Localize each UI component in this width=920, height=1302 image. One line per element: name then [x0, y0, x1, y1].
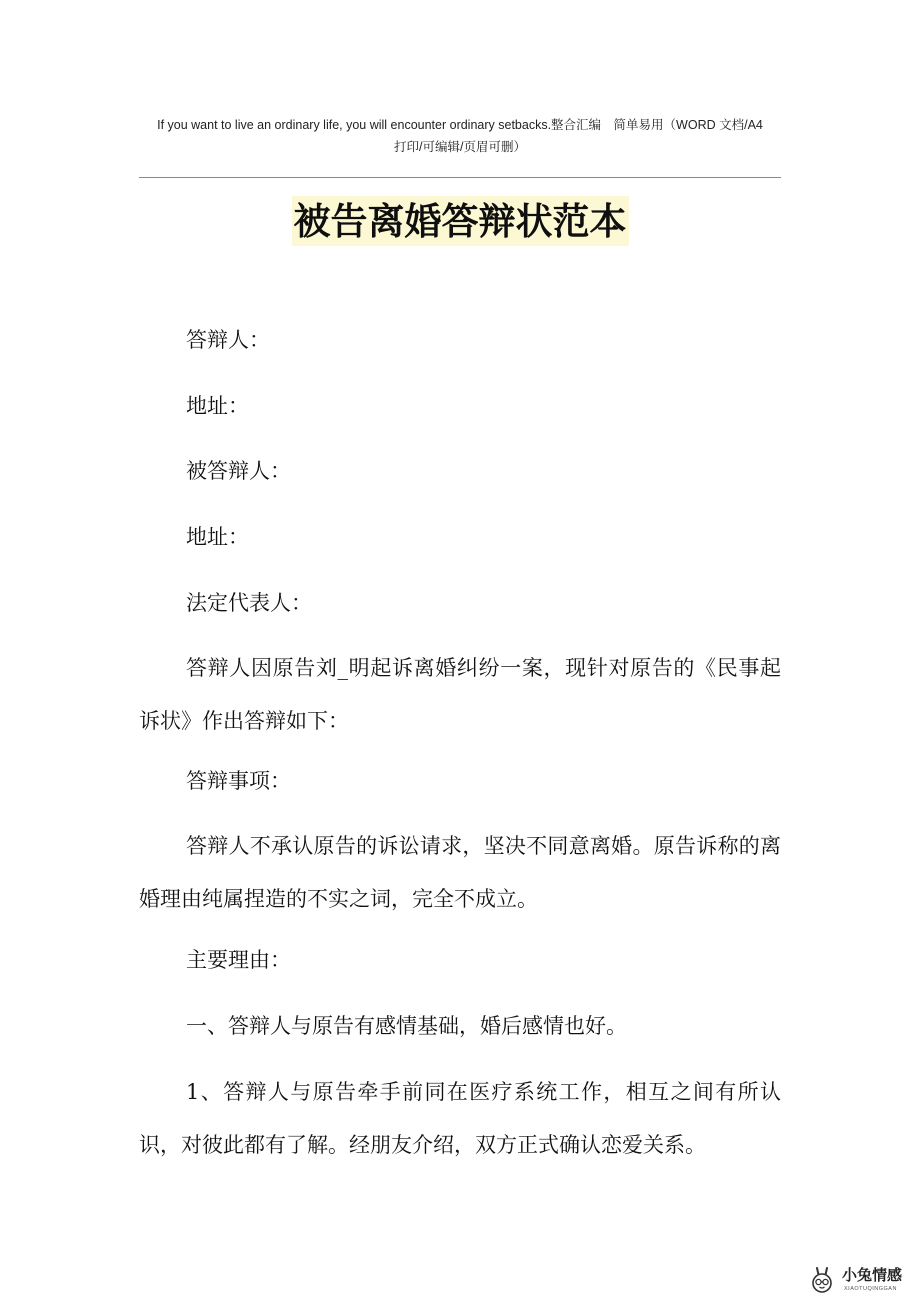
respondent-address-label: 地址： [186, 525, 249, 549]
header-note-line-1: If you want to live an ordinary life, you will encounter ordinary setbacks.整合汇编 简单易用（WORD 文档/A4 [157, 118, 763, 132]
matters-paragraph: 答辩人不承认原告的诉讼请求，坚决不同意离婚。原告诉称的离婚理由纯属捏造的不实之词，完全不成立。 [139, 834, 781, 911]
watermark-romanized: XIAOTUQINGGAN [844, 1286, 897, 1292]
respondent-label: 被答辩人： [186, 459, 291, 483]
section-heading-matters: 答辩事项： [186, 769, 291, 793]
header-note [130, 114, 790, 158]
document-title: 被告离婚答辩状范本 [292, 196, 629, 246]
section-heading-reasons: 主要理由： [186, 948, 291, 972]
watermark-name: 小兔情感 [842, 1266, 903, 1284]
title-container [0, 196, 920, 246]
header-divider [139, 177, 781, 178]
header-note-line-2: 打印/可编辑/页眉可删） [394, 140, 526, 154]
defendant-label: 答辩人： [186, 328, 270, 352]
reason-heading-1: 一、答辩人与原告有感情基础，婚后感情也好。 [186, 1014, 627, 1038]
rabbit-icon [808, 1265, 838, 1295]
legal-representative-label: 法定代表人： [186, 591, 312, 615]
intro-paragraph: 答辩人因原告刘_明起诉离婚纠纷一案，现针对原告的《民事起诉状》作出答辩如下： [139, 656, 781, 733]
watermark-logo [808, 1262, 918, 1302]
defendant-address-label: 地址： [186, 394, 249, 418]
reason-point-1: 1、答辩人与原告牵手前同在医疗系统工作，相互之间有所认识，对彼此都有了解。经朋友介绍，双方正式确认恋爱关系。 [139, 1080, 781, 1157]
